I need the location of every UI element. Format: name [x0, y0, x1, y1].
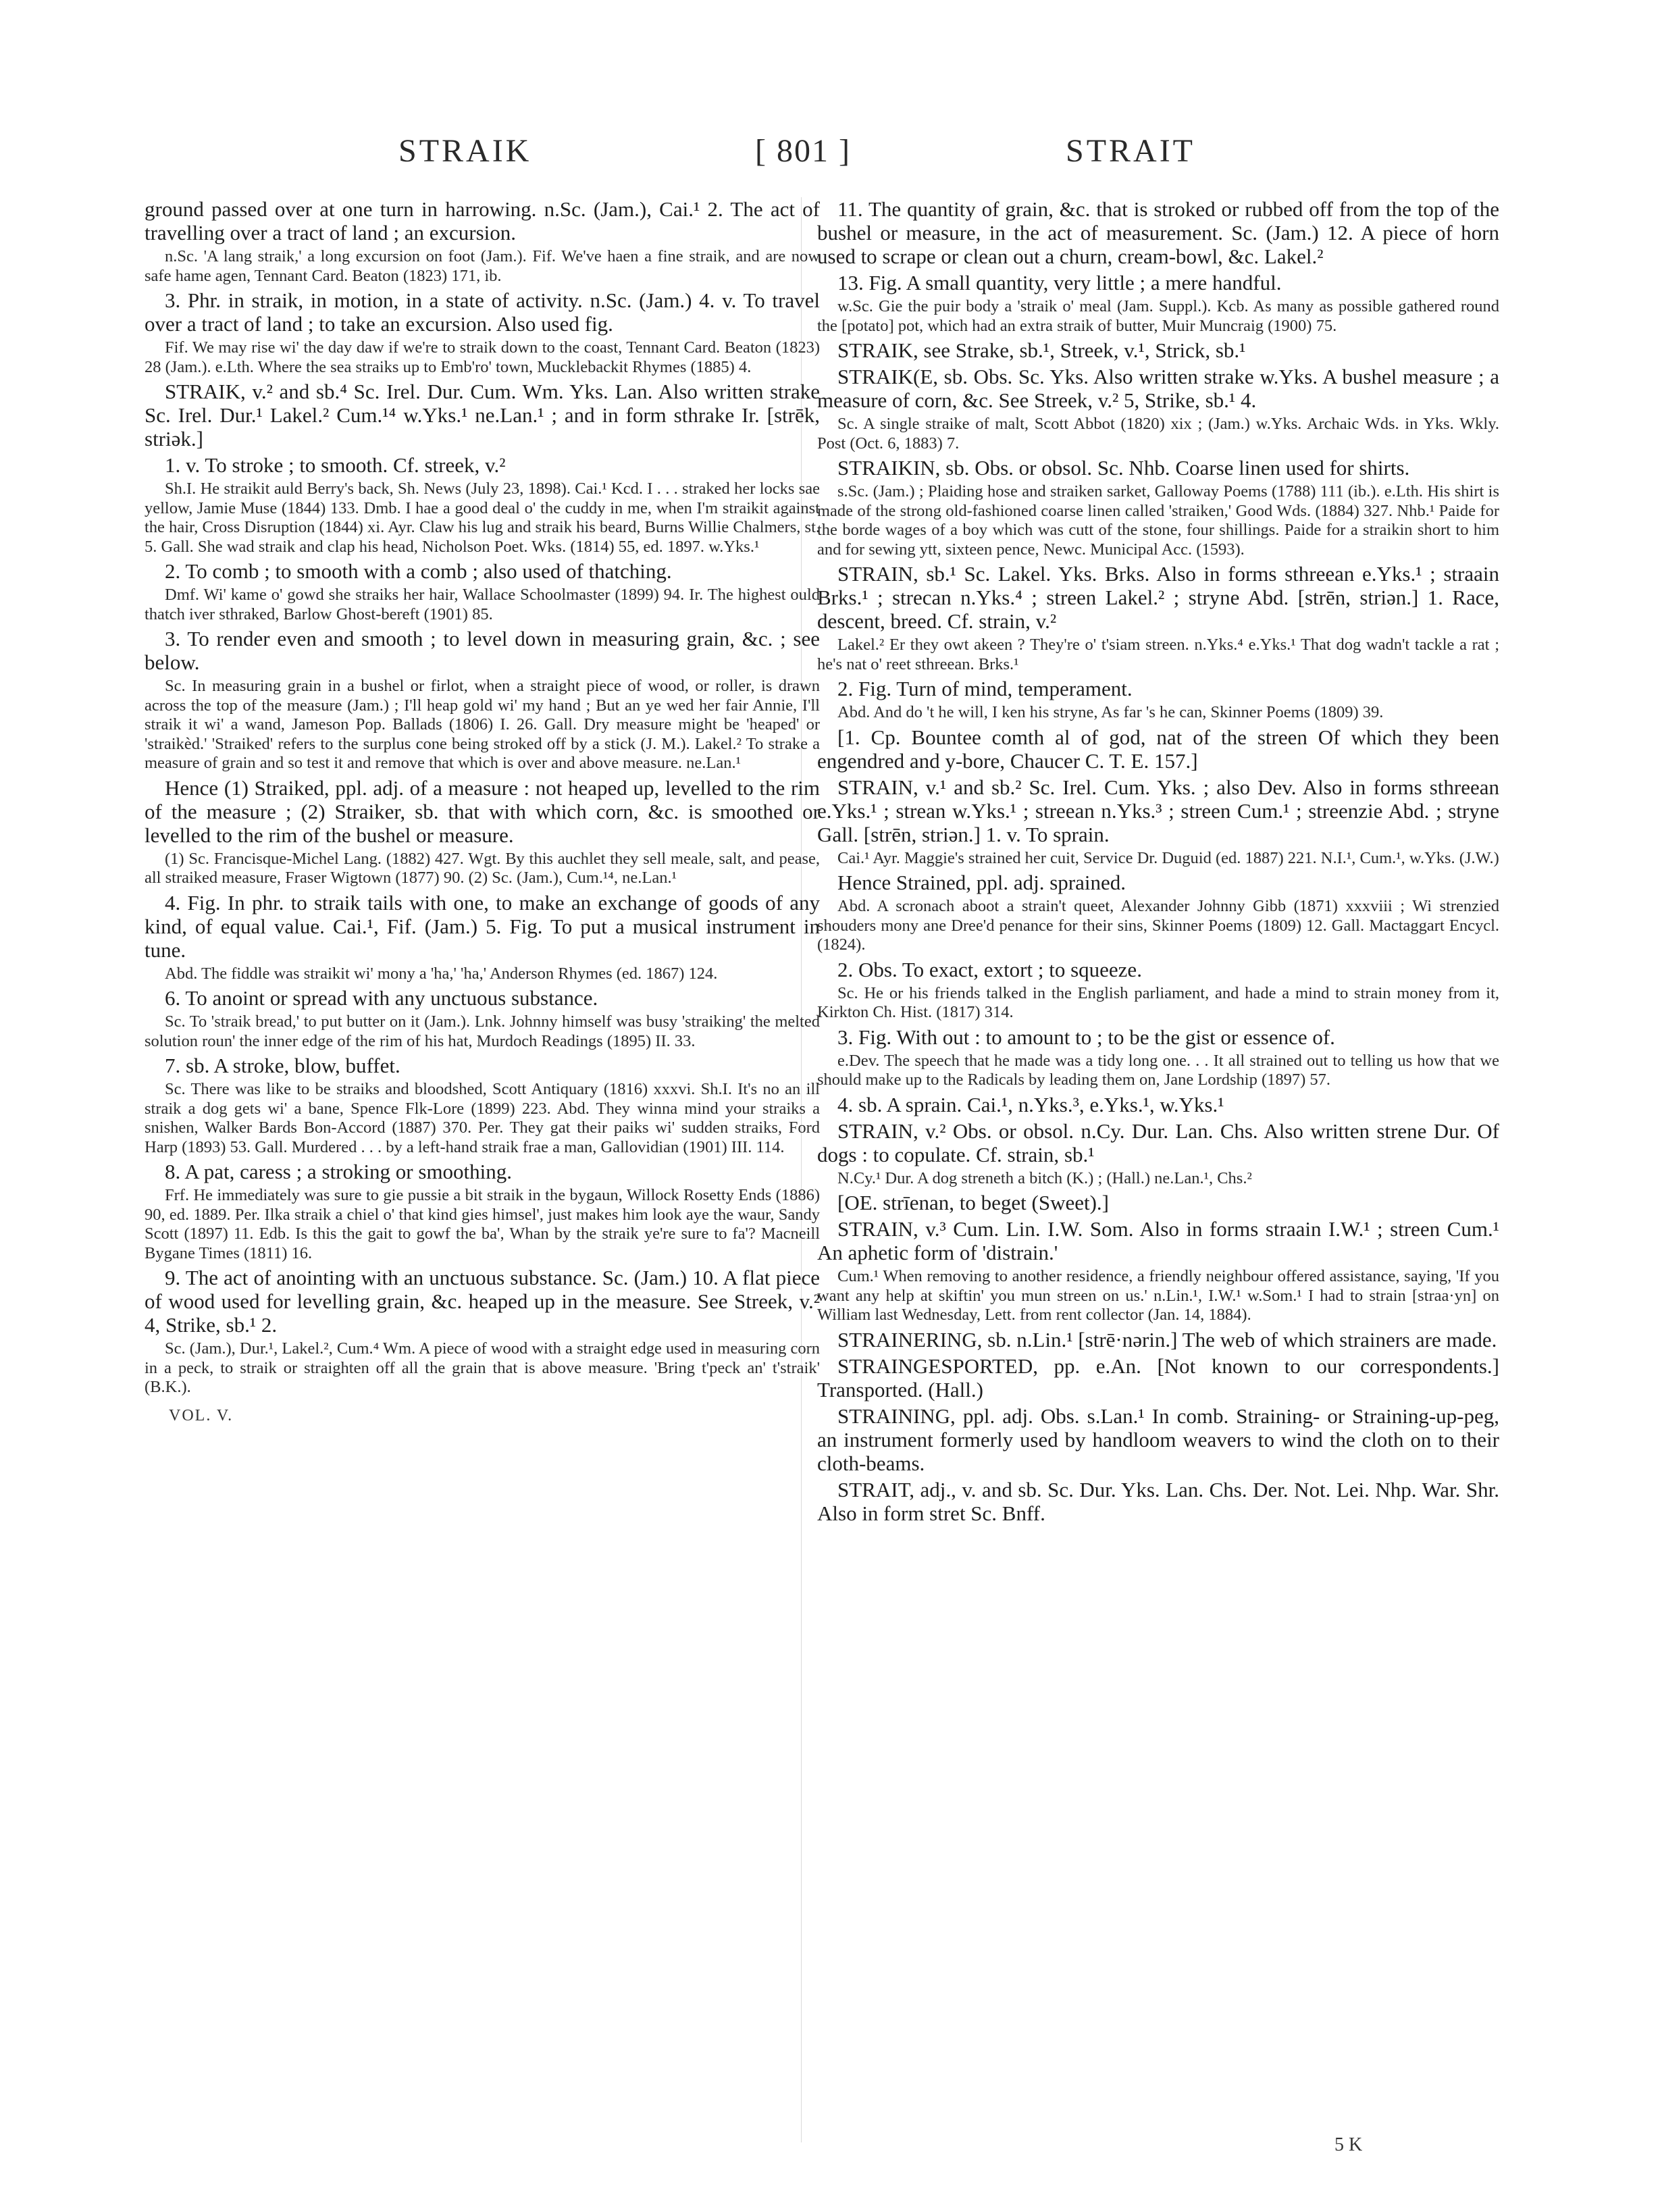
- citation-paragraph: n.Sc. 'A lang straik,' a long excursion on foot (Jam.). Fif. We've haen a fine straik, and are now safe hame agen, Tennant Card. Beaton (1823) 171, ib.: [145, 247, 820, 285]
- header-right-word: STRAIT: [1066, 133, 1195, 169]
- entry-paragraph: 6. To anoint or spread with any unctuous substance.: [165, 986, 598, 1010]
- running-header: [0, 132, 1660, 180]
- entry-paragraph: [1. Cp. Bountee comth al of god, nat of the streen Of which they been engendred and y-bore, Chaucer C. T. E. 157.]: [817, 725, 1499, 773]
- entry-paragraph: 7. sb. A stroke, blow, buffet.: [165, 1054, 400, 1077]
- entry-paragraph: 2. Obs. To exact, extort ; to squeeze.: [837, 957, 1142, 981]
- page-number: [ 801 ]: [755, 133, 851, 169]
- entry-paragraph: Hence (1) Straiked, ppl. adj. of a measure : not heaped up, levelled to the rim of the measure ; (2) Straiker, sb. that with which corn, &c. is smoothed or levelled to the rim of the bushel or measure.: [145, 775, 820, 847]
- entry-paragraph: 4. Fig. In phr. to straik tails with one, to make an exchange of goods of any kind, of equal value. Cai.¹, Fif. (Jam.) 5. Fig. To put a musical instrument in tune.: [145, 890, 820, 962]
- entry-paragraph: 3. Phr. in straik, in motion, in a state of activity. n.Sc. (Jam.) 4. v. To travel over a tract of land ; to take an excursion. Also used fig.: [145, 288, 820, 336]
- citation-paragraph: Sc. He or his friends talked in the English parliament, and hade a mind to strain money from it, Kirkton Ch. Hist. (1817) 314.: [817, 983, 1499, 1021]
- citation-paragraph: Sc. To 'straik bread,' to put butter on it (Jam.). Lnk. Johnny himself was busy 'straiking' the melted solution roun' the inner edge of the rim of his hat, Murdoch Readings (1895) II. 33.: [145, 1012, 820, 1050]
- entry-paragraph: STRAINING, ppl. adj. Obs. s.Lan.¹ In comb. Straining- or Straining-up-peg, an instrument formerly used by handloom weavers to wind the cloth on to their cloth-beams.: [817, 1404, 1499, 1475]
- entry-paragraph: STRAIKIN, sb. Obs. or obsol. Sc. Nhb. Coarse linen used for shirts.: [837, 456, 1410, 480]
- citation-paragraph: Abd. And do 't he will, I ken his stryne, As far 's he can, Skinner Poems (1809) 39.: [837, 703, 1384, 721]
- entry-paragraph: STRAINERING, sb. n.Lin.¹ [strē·nərin.] The web of which strainers are made.: [837, 1327, 1497, 1352]
- entry-paragraph: 8. A pat, caress ; a stroking or smoothing.: [165, 1160, 513, 1183]
- entry-paragraph: [OE. strīenan, to beget (Sweet).]: [837, 1191, 1110, 1214]
- citation-paragraph: Cai.¹ Ayr. Maggie's strained her cuit, Service Dr. Duguid (ed. 1887) 221. N.I.¹, Cum.¹, w.Yks. (J.W.): [837, 848, 1499, 867]
- left-column: [145, 197, 820, 1425]
- citation-paragraph: w.Sc. Gie the puir body a 'straik o' meal (Jam. Suppl.). Kcb. As many as possible gathered round the [potato] pot, which had an extra straik of butter, Muir Muncraig (1900) 75.: [817, 297, 1499, 335]
- signature-mark: 5 K: [1334, 2134, 1363, 2155]
- entry-paragraph: 1. v. To stroke ; to smooth. Cf. streek, v.²: [165, 453, 506, 477]
- entry-paragraph: STRAIN, v.² Obs. or obsol. n.Cy. Dur. Lan. Chs. Also written strene Dur. Of dogs : to copulate. Cf. strain, sb.¹: [817, 1118, 1499, 1166]
- entry-paragraph: ground passed over at one turn in harrowing. n.Sc. (Jam.), Cai.¹ 2. The act of travelling over a tract of land ; an excursion.: [145, 197, 820, 245]
- citation-paragraph: Dmf. Wi' kame o' gowd she straiks her hair, Wallace Schoolmaster (1899) 94. Ir. The highest ould thatch iver sthraked, Barlow Ghost-bereft (1901) 85.: [145, 586, 820, 623]
- citation-paragraph: Sh.I. He straikit auld Berry's back, Sh. News (July 23, 1898). Cai.¹ Kcd. I . . . straked her locks sae yellow, Jamie Muse (1844) 133. Dmb. I hae a good deal o' the cuddy in me, when I'm straikit against the hair, Cross Disruption (1844) xi. Ayr. Claw his lug and straik his beard, Burns Willie Chalmers, st. 5. Gall. She wad straik and clap his head, Nicholson Poet. Wks. (1814) 55, ed. 1897. w.Yks.¹: [145, 480, 820, 556]
- citation-paragraph: e.Dev. The speech that he made was a tidy long one. . . It all strained out to telling us how that we should make up to the Radicals by leading them on, Jane Lordship (1897) 57.: [817, 1051, 1499, 1089]
- citation-paragraph: Cum.¹ When removing to another residence, a friendly neighbour offered assistance, saying, 'If you want any help at skiftin' you mun streen on us.' n.Lin.¹, I.W.¹ w.Som.¹ I had to strain [straa·yn] on William last Wednesday, Lett. from rent collector (Jan. 14, 1884).: [817, 1267, 1499, 1324]
- entry-paragraph: 11. The quantity of grain, &c. that is stroked or rubbed off from the top of the bushel or measure, in the act of measurement. Sc. (Jam.) 12. A piece of horn used to scrape or clean out a churn, cream-bowl, &c. Lakel.²: [817, 197, 1499, 268]
- citation-paragraph: Abd. A scronach aboot a strain't queet, Alexander Johnny Gibb (1871) xxxviii ; Wi strenzied shouders mony ane Dree'd penance for their sins, Skinner Poems (1809) 12. Gall. Mactaggart Encycl. (1824).: [817, 897, 1499, 954]
- entry-paragraph: 13. Fig. A small quantity, very little ; a mere handful.: [837, 271, 1282, 294]
- citation-paragraph: Fif. We may rise wi' the day daw if we're to straik down to the coast, Tennant Card. Beaton (1823) 28 (Jam.). e.Lth. Where the sea straiks up to Emb'ro' town, Mucklebackit Rhymes (1885) 4.: [145, 338, 820, 376]
- citation-paragraph: Sc. A single straike of malt, Scott Abbot (1820) xix ; (Jam.) w.Yks. Archaic Wds. in Yks. Wkly. Post (Oct. 6, 1883) 7.: [817, 415, 1499, 453]
- entry-paragraph: STRAINGESPORTED, pp. e.An. [Not known to our correspondents.] Transported. (Hall.): [817, 1354, 1499, 1401]
- citation-paragraph: Sc. (Jam.), Dur.¹, Lakel.², Cum.⁴ Wm. A piece of wood with a straight edge used in measuring corn in a peck, to straik or straighten off all the grain that is above measure. 'Bring t'peck an' t'straik' (B.K.).: [145, 1339, 820, 1396]
- citation-paragraph: N.Cy.¹ Dur. A dog streneth a bitch (K.) ; (Hall.) ne.Lan.¹, Chs.²: [837, 1168, 1252, 1187]
- entry-paragraph: STRAIN, v.¹ and sb.² Sc. Irel. Cum. Yks. ; also Dev. Also in forms sthreean e.Yks.¹ ; strean w.Yks.¹ ; streean n.Yks.³ ; streen Cum.¹ ; streenzie Abd. ; stryne Gall. [strēn, striən.] 1. v. To sprain.: [817, 775, 1499, 846]
- entry-paragraph: STRAIK, see Strake, sb.¹, Streek, v.¹, Strick, sb.¹: [837, 338, 1246, 362]
- header-left-word: STRAIK: [398, 133, 532, 169]
- entry-paragraph: STRAIT, adj., v. and sb. Sc. Dur. Yks. Lan. Chs. Der. Not. Lei. Nhp. War. Shr. Also in form stret Sc. Bnff.: [817, 1477, 1499, 1525]
- citation-paragraph: Abd. The fiddle was straikit wi' mony a 'ha,' 'ha,' Anderson Rhymes (ed. 1867) 124.: [165, 964, 718, 983]
- entry-paragraph: 3. To render even and smooth ; to level down in measuring grain, &c. ; see below.: [145, 627, 820, 674]
- entry-paragraph: 9. The act of anointing with an unctuous substance. Sc. (Jam.) 10. A flat piece of wood used for levelling grain, &c. heaped up in the measure. See Streek, v.² 4, Strike, sb.¹ 2.: [145, 1266, 820, 1337]
- citation-paragraph: (1) Sc. Francisque-Michel Lang. (1882) 427. Wgt. By this auchlet they sell meale, salt, and pease, all straiked measure, Fraser Wigtown (1877) 90. (2) Sc. (Jam.), Cum.¹⁴, ne.Lan.¹: [145, 849, 820, 887]
- citation-paragraph: s.Sc. (Jam.) ; Plaiding hose and straiken sarket, Galloway Poems (1788) 111 (ib.). e.Lth. His shirt is made of the strong old-fashioned coarse linen called 'straiken,' Good Wds. (1884) 327. Nhb.¹ Paide for the borde wages of a boy which was cutt of the stone, four shillings. Paide for a straikin short to him and for sewing ytt, sixteen pence, Newc. Municipal Acc. (1593).: [817, 482, 1499, 559]
- citation-paragraph: Sc. In measuring grain in a bushel or firlot, when a straight piece of wood, or roller, is drawn across the top of the measure (Jam.) ; I'll heap gold wi' my hand ; But an ye wed her fair Annie, I'll straik it wi' a wand, Jameson Pop. Ballads (1806) I. 26. Gall. Dry measure might be 'heaped' or 'straikèd.' 'Straiked' refers to the surplus cone being stroked off by a stick (J. M.). Lakel.² To strake a measure of grain and so test it and remove that which is over and above measure. ne.Lan.¹: [145, 677, 820, 772]
- entry-paragraph: STRAIN, sb.¹ Sc. Lakel. Yks. Brks. Also in forms sthreean e.Yks.¹ ; straain Brks.¹ ; strecan n.Yks.⁴ ; streen Lakel.² ; stryne Abd. [strēn, striən.] 1. Race, descent, breed. Cf. strain, v.²: [817, 562, 1499, 633]
- citation-paragraph: Frf. He immediately was sure to gie pussie a bit straik in the bygaun, Willock Rosetty Ends (1886) 90, ed. 1889. Per. Ilka straik a chiel o' that kind gies himsel', just makes him look aye the waur, Sandy Scott (1897) 11. Edb. Is this the gait to gowf the ba', Whan by the straik ye're sure to fa'? Macneill Bygane Times (1811) 16.: [145, 1186, 820, 1262]
- citation-paragraph: Sc. There was like to be straiks and bloodshed, Scott Antiquary (1816) xxxvi. Sh.I. It's no an ill straik a dog gets wi' a bane, Spence Flk-Lore (1899) 223. Abd. They winna mind your straiks a snishen, Walker Bards Bon-Accord (1887) 370. Per. They gat their paiks wi' sudden straiks, Ford Harp (1893) 53. Gall. Murdered . . . by a left-hand straik frae a man, Gallovidian (1901) III. 114.: [145, 1080, 820, 1156]
- entry-paragraph: 2. Fig. Turn of mind, temperament.: [837, 677, 1133, 700]
- entry-paragraph: 4. sb. A sprain. Cai.¹, n.Yks.³, e.Yks.¹, w.Yks.¹: [837, 1092, 1224, 1116]
- volume-signature: VOL. V.: [169, 1406, 234, 1424]
- entry-paragraph: STRAIK, v.² and sb.⁴ Sc. Irel. Dur. Cum. Wm. Yks. Lan. Also written strake Sc. Irel. Dur.¹ Lakel.² Cum.¹⁴ w.Yks.¹ ne.Lan.¹ ; and in form sthrake Ir. [strēk, striək.]: [145, 380, 820, 451]
- entry-paragraph: STRAIK(E, sb. Obs. Sc. Yks. Also written strake w.Yks. A bushel measure ; a measure of corn, &c. See Streek, v.² 5, Strike, sb.¹ 4.: [817, 365, 1499, 412]
- right-column: [817, 197, 1499, 1528]
- citation-paragraph: Lakel.² Er they owt akeen ? They're o' t'siam streen. n.Yks.⁴ e.Yks.¹ That dog wadn't tackle a rat ; he's nat o' reet sthreean. Brks.¹: [817, 636, 1499, 673]
- entry-paragraph: 3. Fig. With out : to amount to ; to be the gist or essence of.: [837, 1025, 1335, 1049]
- entry-paragraph: 2. To comb ; to smooth with a comb ; also used of thatching.: [165, 559, 672, 583]
- entry-paragraph: STRAIN, v.³ Cum. Lin. I.W. Som. Also in forms straain I.W.¹ ; streen Cum.¹ An aphetic form of 'distrain.': [817, 1217, 1499, 1264]
- entry-paragraph: Hence Strained, ppl. adj. sprained.: [837, 871, 1126, 894]
